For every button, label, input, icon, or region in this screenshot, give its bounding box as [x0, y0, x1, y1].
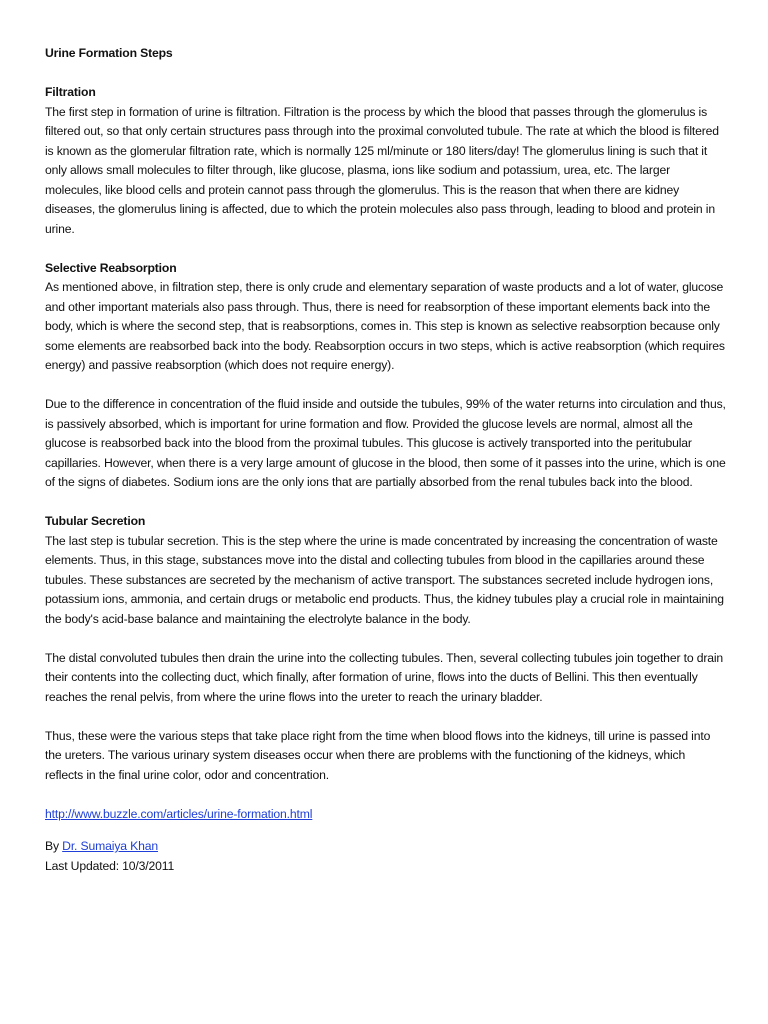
- section-heading: Selective Reabsorption: [45, 260, 177, 275]
- byline: [45, 837, 726, 857]
- section-selective-reabsorption: [45, 259, 726, 493]
- paragraph: Due to the difference in concentration of the fluid inside and outside the tubules, 99% of the water returns into circulation and thus, is passively absorbed, which is important for urine formation and flow. Provided the glucose levels are normal, almost all the glucose is reabsorbed back into the blood from the proximal tubules. This glucose is actively transported into the peritubular capillaries. However, when there is a very large amount of glucose in the blood, then some of it passes into the urine, which is one of the signs of diabetes. Sodium ions are the only ions that are partially absorbed from the renal tubules back into the blood.: [45, 397, 726, 489]
- section-heading: Filtration: [45, 85, 96, 99]
- paragraph: The distal convoluted tubules then drain the urine into the collecting tubules. Then, several collecting tubules join together to drain their contents into the collecting duct, which finally, after formation of urine, flows into the ducts of Bellini. This then eventually reaches the renal pelvis, from where the urine flows into the ureter to reach the urinary bladder.: [45, 650, 724, 704]
- source-line: [45, 805, 726, 825]
- paragraph: As mentioned above, in filtration step, there is only crude and elementary separation of waste products and a lot of water, glucose and other important materials also pass through. Thus, there is need for reabsorption of these important elements back into the body, which is where the second step, that is reabsorptions, comes in. This step is known as selective reabsorption because only some elements are reabsorbed back into the body. Reabsorption occurs in two steps, which is active reabsorption (which requires energy) and passive reabsorption (which does not require energy).: [45, 280, 725, 372]
- section-heading: Tubular Secretion: [45, 514, 146, 528]
- source-link[interactable]: http://www.buzzle.com/articles/urine-formation.html: [45, 806, 313, 821]
- paragraph: The last step is tubular secretion. This is the step where the urine is made concentrated by increasing the concentration of waste elements. Thus, in this stage, substances move into the distal and collecting tubules from blood in the capillaries around these tubules. These substances are secreted by the mechanism of active transport. The substances secreted include hydrogen ions, potassium ions, ammonia, and certain drugs or metabolic end products. Thus, the kidney tubules play a crucial role in maintaining the body's acid-base balance and maintaining the electrolyte balance in the body.: [45, 533, 724, 626]
- section-filtration: [45, 83, 726, 239]
- author-link[interactable]: Dr. Sumaiya Khan: [62, 839, 158, 853]
- section-tubular-secretion: [45, 512, 726, 785]
- paragraph: Thus, these were the various steps that take place right from the time when blood flows into the kidneys, till urine is passed into the ureters. The various urinary system diseases occur when there are problems with the functioning of the kidneys, which reflects in the final urine color, odor and concentration.: [45, 728, 711, 782]
- paragraph: The first step in formation of urine is filtration. Filtration is the process by which the blood that passes through the glomerulus is filtered out, so that only certain structures pass through into the proximal convoluted tubule. The rate at which the blood is filtered is known as the glomerular filtration rate, which is normally 125 ml/minute or 180 liters/day! The glomerulus lining is such that it only allows small molecules to filter through, like glucose, plasma, ions like sodium and potassium, urea, etc. The larger molecules, like blood cells and protein cannot pass through the glomerulus. This is the reason that when there are kidney diseases, the glomerulus lining is affected, due to which the protein molecules also pass through, leading to blood and protein in urine.: [45, 104, 719, 236]
- last-updated: Last Updated: 10/3/2011: [45, 858, 175, 873]
- byline-prefix: By: [45, 839, 63, 853]
- document-title: Urine Formation Steps: [45, 46, 173, 60]
